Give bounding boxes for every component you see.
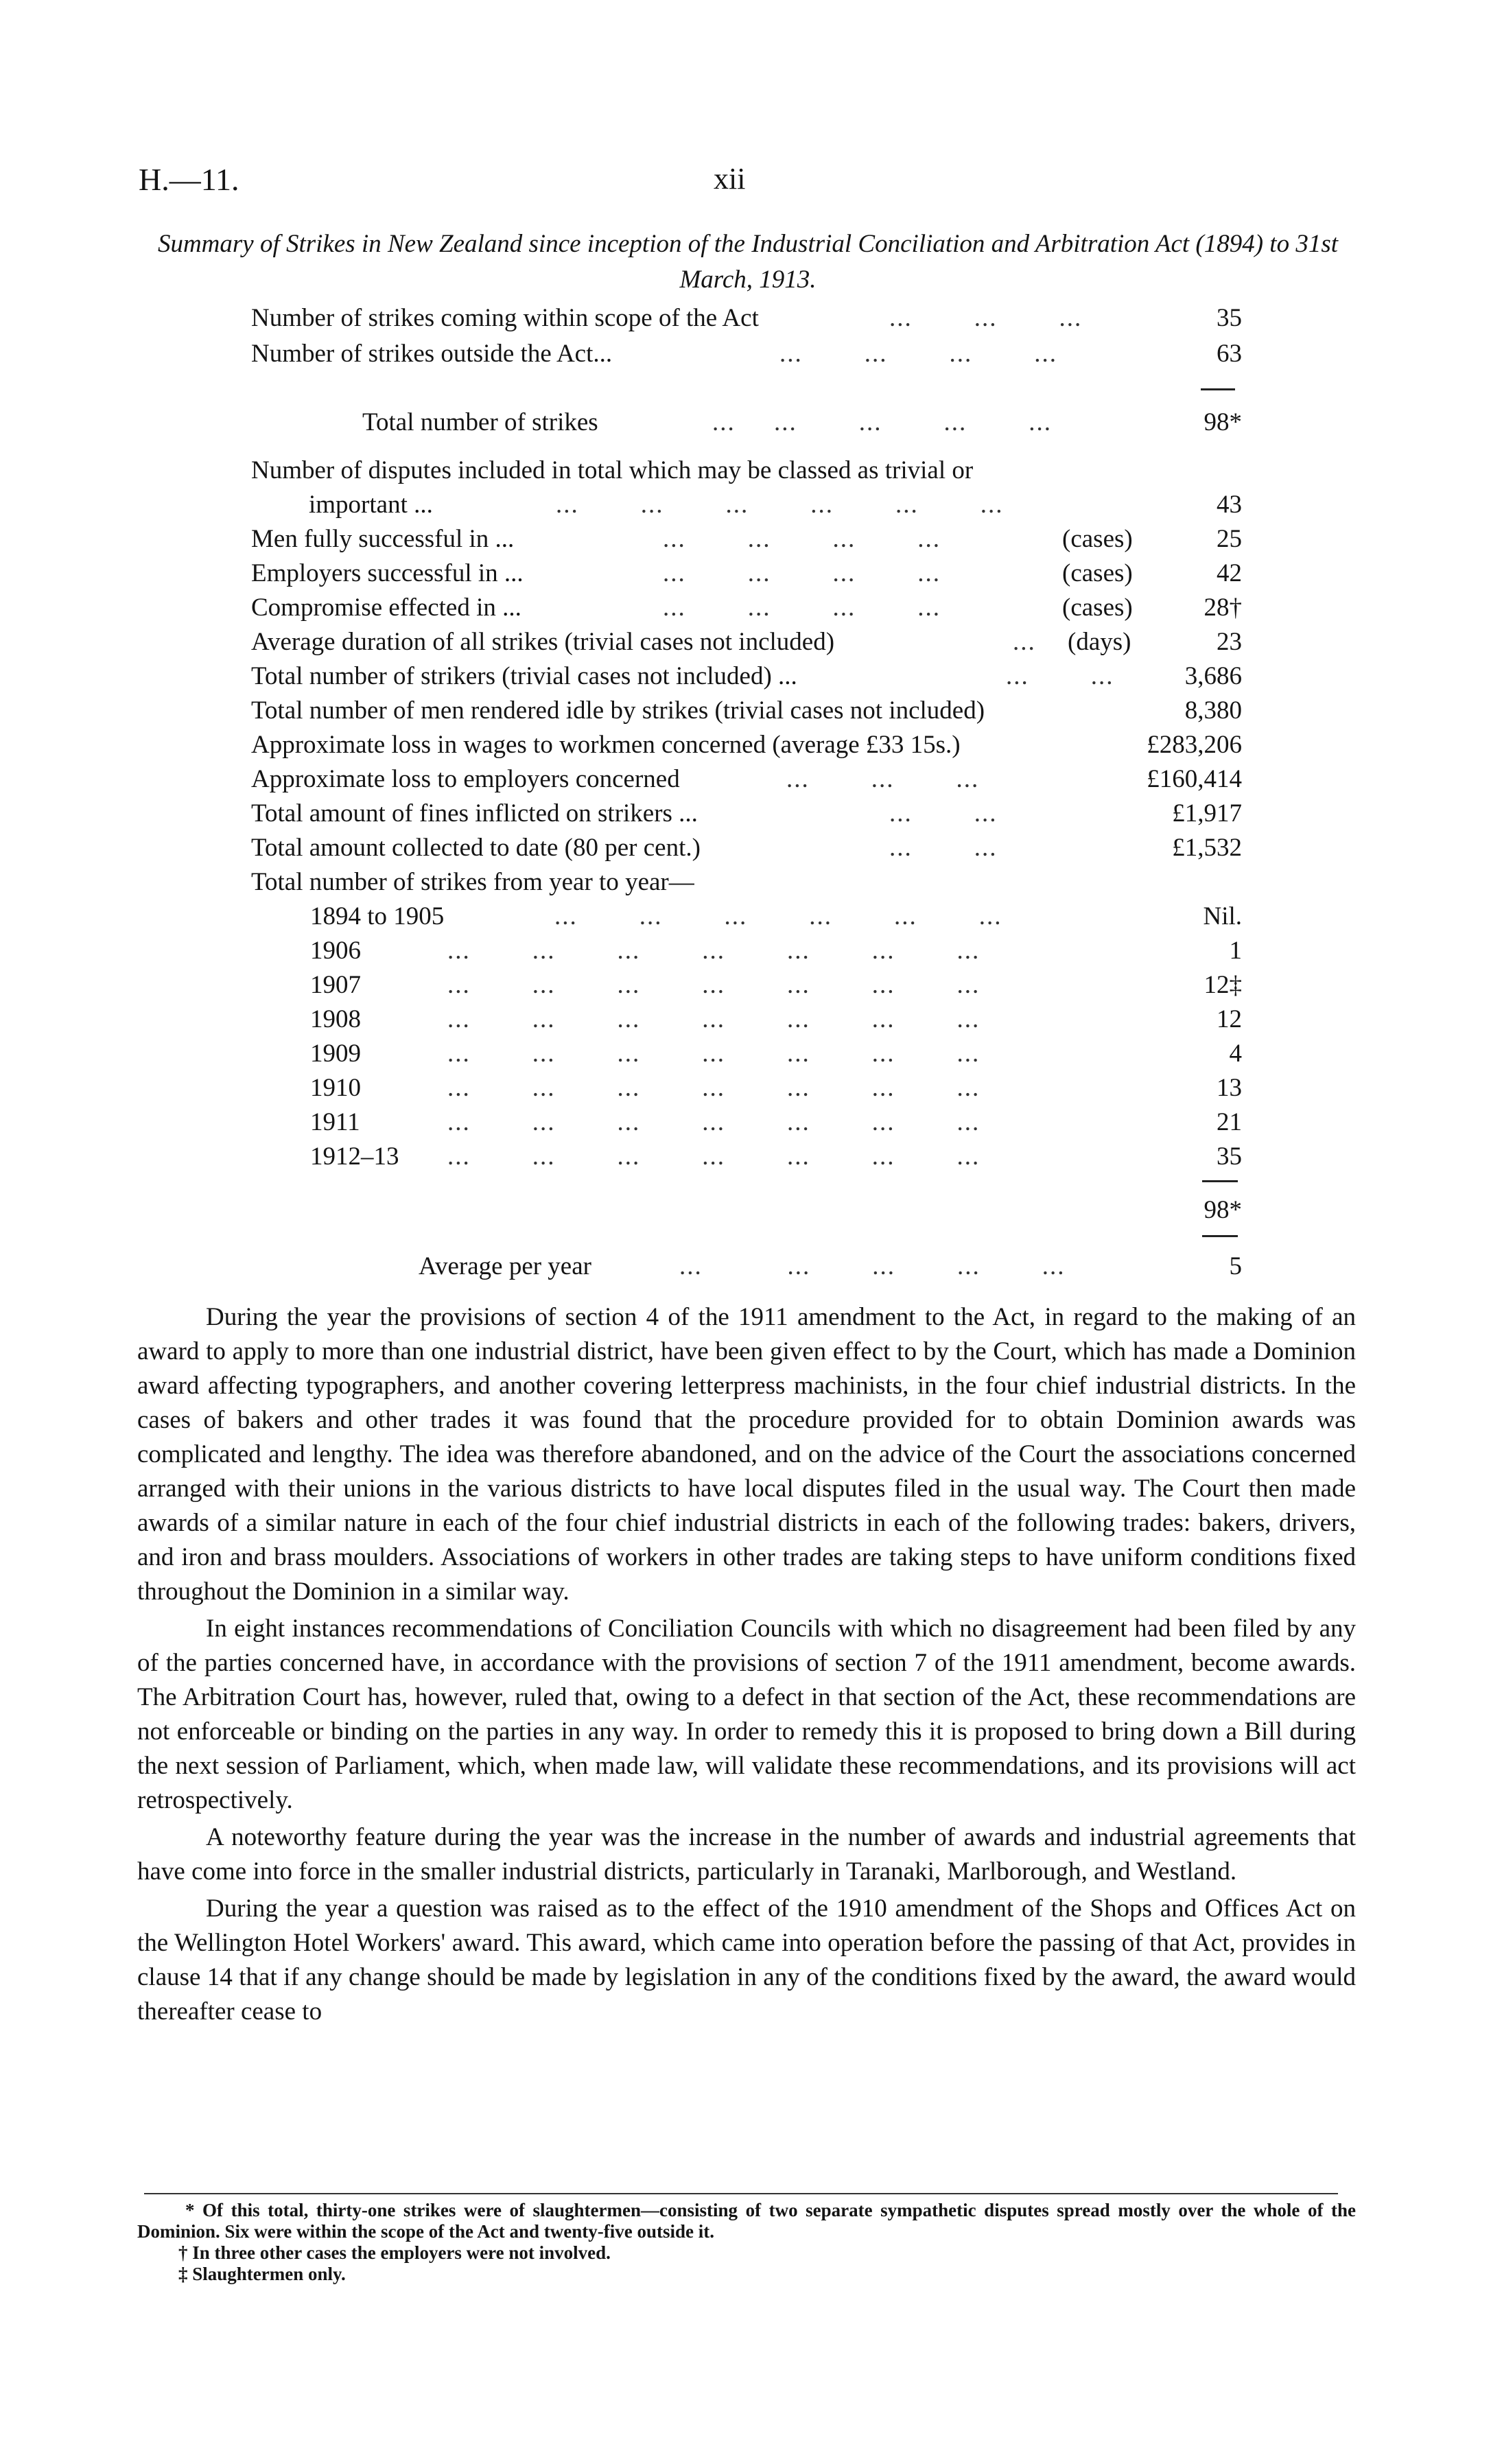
summary-title: Summary of Strikes in New Zealand since inception of the Industrial Conciliation and Arbitration Act (1894) to 31st March, 1913. [157, 230, 1339, 294]
footnote: * Of this total, thirty-one strikes were of slaughtermen—consisting of two separate sympathetic disputes spread mostly over the whole of the Dominion. Six were within the scope of the Act and twenty-five outside it. [137, 2200, 1356, 2242]
year-value: Nil. [1203, 902, 1242, 930]
year-value: 21 [1217, 1108, 1242, 1136]
year-value: 4 [1229, 1040, 1242, 1068]
year-value: 12‡ [1204, 971, 1242, 999]
summary-value: £160,414 [1147, 765, 1242, 793]
summary-value: 42 [1217, 559, 1242, 587]
summary-value: £1,917 [1172, 799, 1242, 828]
year-value: 35 [1217, 1142, 1242, 1171]
years-total: 98* [1204, 1196, 1242, 1224]
summary-value: 3,686 [1184, 662, 1242, 690]
summary-value: 25 [1217, 525, 1242, 553]
document-page: H.—11. xii Summary of Strikes in New Zealand since inception of the Industrial Conciliation and Arbitration Act (1894) to 31st March, 1913. Number of strikes coming within scope of the Act ... ... ... 35 Number of strikes outside the Act... ... ... ... ... 63 Total number of strikes ... ... ... ... ... 98* Number of disputes included in total which may be classed as trivial or important ... ... ... ... ... ... ... 43 Men fully successful in ... ... ... ... ... (cases) 25 Employers successful in ... ... ... ... ... (cases) 42 Compromise effected in ... ... ... ... ... (cases) 28† Average duration of all strikes (trivial cases not included) ... (days) 23 Total number of strikers (trivial cases not included) ... ... ... 3,686 Total number of men rendered idle by strikes (trivial cases not included) 8,380 Approximate loss in wages to workmen concerned (average £33 15s.) £283,206 Approximate loss to employers concerned ... ... ... £160,414 Total amount of fines inflicted on strikers ... ... ... £1,917 Total amount collected to date (80 per cent.) ... ... £1,532 Total number of strikes from year to year— 1894 to 1905 ... ... ... ... ... ... Nil. 1906 ... ... ... ... ... ... ... 1 1907 ... ... ... ... ... ... ... 12‡ 1908 ... ... ... ... ... ... ... 12 1909 ... ... ... ... ... ... ... 4 1910 ... ... ... ... ... ... ... 13 1911 ... ... ... ... ... ... ... 21 1912–13 ... ... ... ... ... ... ... 35 98* Average per year ... ... ... ... ... 5 During the year the provisions of section 4 of the 1911 amendment to the Act, in regard to the making of an award to apply to more than one industrial district, have been given effect to by the Court, which has made a Dominion award affecting typographers, and another covering letterpress machinists, in the four chief industrial districts. In the cases of bakers and other trades it was found that the procedure provided for to obtain Dominion awards was complicated and lengthy. The idea was therefore abandoned, and on the advice of the Court the associations concerned arranged with their unions in the various districts to have local disputes filed in the usual way. The Court then made awards of a similar nature in each of the four chief industrial districts in each of the following trades: bakers, drivers, and iron and brass moulders. Associations of workers in other trades are taking steps to have uniform conditions fixed throughout the Dominion in a similar way. In eight instances recommendations of Conciliation Councils with which no disagreement had been filed by any of the parties concerned have, in accordance with the provisions of section 7 of the 1911 amendment, become awards. The Arbitration Court has, however, ruled that, owing to a defect in that section of the Act, these recommendations are not enforceable or binding on the parties in any way. In order to remedy this it is proposed to bring down a Bill during the next session of Parliament, which, when made law, will validate these recommendations, and its provisions will act retrospectively. A noteworthy feature during the year was the increase in the number of awards and industrial agreements that have come into force in the smaller industrial districts, particularly in Taranaki, Marlborough, and Westland. During the year a question was raised as to the effect of the 1910 amendment of the Shops and Offices Act on the Wellington Hotel Workers' award. This award, which came into operation before the passing of that Act, provides in clause 14 that if any change should be made by legislation in any of the conditions fixed by the award, the award would thereafter cease to * Of this total, thirty-one strikes were of slaughtermen—consisting of two separate sympathetic disputes spread mostly over the whole of the Dominion. Six were within the scope of the Act and twenty-five outside it. † In three other cases the employers were not involved. ‡ Slaughtermen only. [0, 0, 1491, 2464]
summary-value: 43 [1217, 491, 1242, 519]
document-reference: H.—11. [139, 162, 239, 197]
paragraph: During the year the provisions of section 4 of the 1911 amendment to the Act, in regard to the making of an award to apply to more than one industrial district, have been given effect to by the Court, which has made a Dominion award affecting typographers, and another covering letterpress machinists, in the four chief industrial districts. In the cases of bakers and other trades it was found that the procedure provided for to obtain Dominion awards was complicated and lengthy. The idea was therefore abandoned, and on the advice of the Court the associations concerned arranged with their unions in the various districts to have local disputes filed in the usual way. The Court then made awards of a similar nature in each of the four chief industrial districts in each of the following trades: bakers, drivers, and iron and brass moulders. Associations of workers in other trades are taking steps to have uniform conditions fixed throughout the Dominion in a similar way. [137, 1303, 1356, 1606]
summary-value: 8,380 [1184, 696, 1242, 725]
summary-value: 28† [1204, 594, 1242, 622]
total-rule-bottom [1202, 1235, 1238, 1237]
summary-value: £283,206 [1147, 731, 1242, 759]
footnote: ‡ Slaughtermen only. [178, 2264, 346, 2284]
summary-value: 35 [1217, 304, 1242, 332]
year-value: 1 [1229, 937, 1242, 965]
summary-value: 98* [1204, 408, 1242, 436]
paragraph: In eight instances recommendations of Conciliation Councils with which no disagreement had been filed by any of the parties concerned have, in accordance with the provisions of section 7 of the 1911 amendment, become awards. The Arbitration Court has, however, ruled that, owing to a defect in that section of the Act, these recommendations are not enforceable or binding on the parties in any way. In order to remedy this it is proposed to bring down a Bill during the next session of Parliament, which, when made law, will validate these recommendations, and its provisions will act retrospectively. [137, 1615, 1356, 1814]
total-rule-top [1202, 1180, 1238, 1182]
footnote-rule [144, 2193, 1338, 2194]
summary-value: 23 [1217, 628, 1242, 656]
summary-value: 63 [1217, 340, 1242, 368]
body-text [137, 1300, 1356, 2029]
year-value: 13 [1217, 1074, 1242, 1102]
paragraph: A noteworthy feature during the year was the increase in the number of awards and industrial agreements that have come into force in the smaller industrial districts, particularly in Taranaki, Marlborough, and Westland. [137, 1823, 1356, 1886]
footnotes [137, 2200, 1356, 2285]
page-number: xii [714, 162, 746, 196]
year-value: 12 [1217, 1005, 1242, 1033]
summary-value: £1,532 [1172, 834, 1242, 862]
footnote: † In three other cases the employers were not involved. [178, 2242, 611, 2263]
paragraph: During the year a question was raised as to the effect of the 1910 amendment of the Shops and Offices Act on the Wellington Hotel Workers' award. This award, which came into operation before the passing of that Act, provides in clause 14 that if any change should be made by legislation in any of the conditions fixed by the award, the award would thereafter cease to [137, 1894, 1356, 2026]
sum-rule [1201, 388, 1235, 390]
average-value: 5 [1229, 1252, 1242, 1280]
